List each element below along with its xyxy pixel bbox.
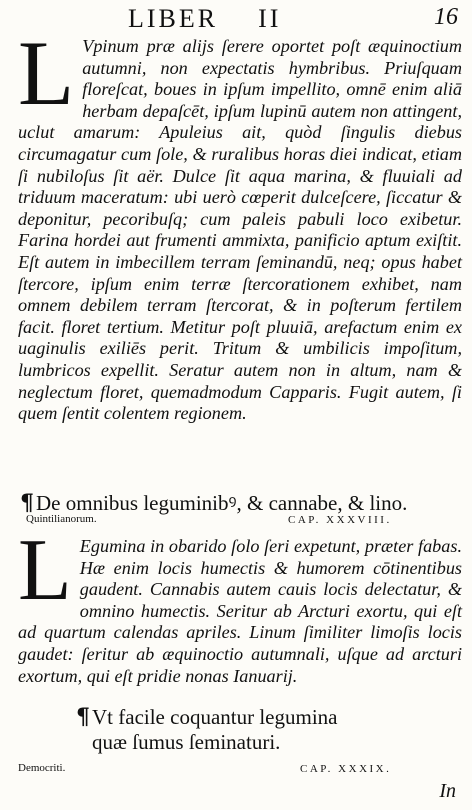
chapter-39-title-line-2: quæ ſumus ſeminaturi.	[92, 730, 281, 754]
catchword: In	[439, 780, 456, 802]
chapter-38-cap-label: CAP. XXXVIII.	[288, 514, 392, 526]
drop-cap: L	[18, 22, 75, 124]
chapter-38-title: De omnibus leguminibꝰ, & cannabe, & lino.	[36, 491, 408, 515]
chapter-39-heading	[76, 705, 406, 755]
drop-cap: L	[18, 522, 72, 619]
margin-note: Quintilianorum.	[26, 513, 97, 525]
folio-number: 16	[434, 4, 458, 30]
margin-note: Democriti.	[18, 762, 66, 774]
chapter-37-paragraph	[18, 22, 462, 425]
pilcrow-icon: ¶	[20, 490, 34, 516]
chapter-38-text: Egumina in obarido ſolo ſeri expetunt, præter fabas. Hæ enim locis humectis & humorem cōtinentibus gaudent. Cannabis autem cauis locis delectatur, & omnino humectis. Seritur ab Arcturi exortu, qui eſt ad quartum calendas apriles. Linum ſimiliter limoſis locis gaudet: ſeritur ab æquinoctio autumnali, uſque ad arcturi exortum, qui eſt pridie nonas Ianuarij.	[18, 536, 462, 686]
chapter-37-text: Vpinum præ alijs ſerere oportet poſt æquinoctium autumni, non expectatis hymbribus. Priuſquam floreſcat, boues in ipſum impellito, omnē enim aliā herbam depaſcēt, ipſum lupinū autem non attingent, uclut amarum: Apuleius ait, quòd ſingulis diebus circumagatur cum ſole, & ruralibus horas diei indicat, etiam ſi nubiloſus ſit aër. Dulce ſit aqua marina, & fluuiali ad triduum maceratum: ubi uerò cœperit dulceſcere, ſiccatur & deponitur, pecoribuſq; cum paleis pabuli loco exibetur. Farina hordei aut frumenti ammixta, panificio aptum exiſtit. Eſt autem in imbecillem terram ſeminandū, neq; opus habet ſtercore, ipſum enim terræ ſtercorationem exhibet, nam omnem debilem terram ſtercorat, & in poſterum fertilem facit. floret tertium. Metitur poſt pluuiā, arefactum enim ex uaginulis exiliēs perit. Tritum & umbilicis impoſitum, lumbricos expellit. Seratur autem non in altum, nam & neglectum floret, quemadmodum Capparis. Fugit autem, ſi quem ſentit colentem regionem.	[18, 36, 462, 424]
running-title	[128, 4, 281, 34]
chapter-39-title-line-1: Vt facile coquantur legumina	[92, 705, 338, 729]
running-title-word: LIBER	[128, 4, 219, 33]
book-number: II	[258, 4, 282, 33]
chapter-39-cap-label: CAP. XXXIX.	[300, 763, 392, 775]
chapter-38-paragraph	[18, 522, 462, 687]
pilcrow-icon: ¶	[76, 704, 90, 730]
